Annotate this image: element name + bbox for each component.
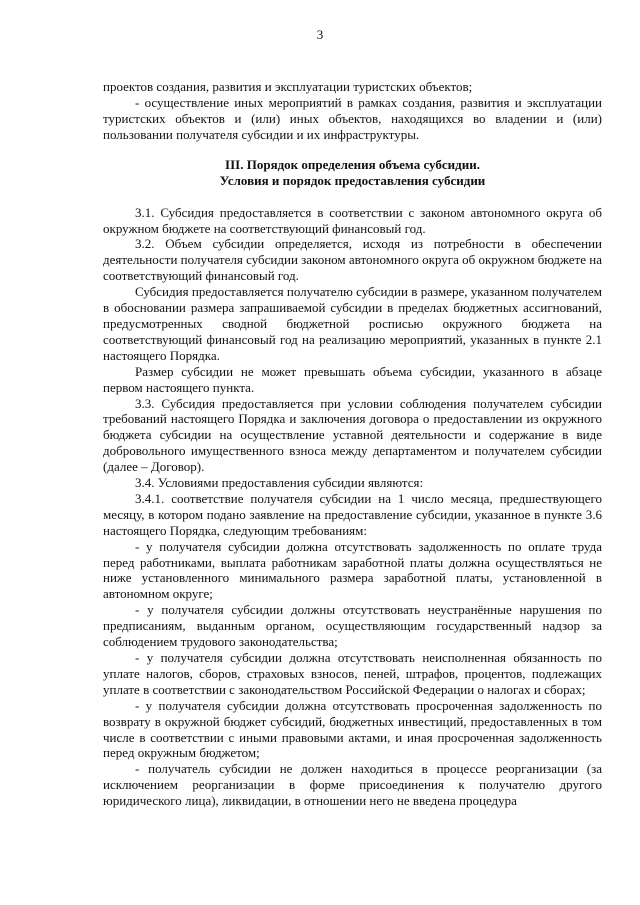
section-heading-line-2: Условия и порядок предоставления субсидии <box>219 172 486 188</box>
section-heading <box>103 157 602 189</box>
list-item: - у получателя субсидии должна отсутствовать неисполненная обязанность по уплате налогов, сборов, страховых взносов, пеней, штрафов, процентов, подлежащих уплате в соответствии с законодательством Российской Федерации о налогах и сборах; <box>103 650 602 697</box>
list-item: - у получателя субсидии должна отсутствовать задолженность по оплате труда перед работниками, выплата работникам заработной платы должна осуществляться не ниже установленного минимального размера заработной платы, установленной в автономном округе; <box>103 538 602 602</box>
paragraph: Субсидия предоставляется получателю субсидии в размере, указанном получателем в обосновании размера запрашиваемой субсидии в пределах бюджетных ассигнований, предусмотренных сводной бюджетной росписью окружного бюджета на соответствующий финансовый год на реализацию мероприятий, указанных в пункте 2.1 настоящего Порядка. <box>103 284 602 363</box>
paragraph: проектов создания, развития и эксплуатации туристских объектов; <box>103 79 473 94</box>
paragraph-3-4-1: 3.4.1. соответствие получателя субсидии на 1 число месяца, предшествующего месяцу, в котором подано заявление на предоставление субсидии, указанное в пункте 3.6 настоящего Порядка, следующим требованиям: <box>103 490 602 538</box>
paragraph-3-3: 3.3. Субсидия предоставляется при условии соблюдения получателем субсидии требований настоящего Порядка и заключения договора о предоставлении из окружного бюджета субсидии на осуществление уставной деятельности и содержание в виде добровольного имущественного взноса между департаментом и получателем субсидии (далее – Договор). <box>103 395 602 475</box>
document-body <box>103 79 602 809</box>
paragraph: - осуществление иных мероприятий в рамках создания, развития и эксплуатации туристских объектов и (или) иных объектов, находящихся во владении и (или) пользовании получателя субсидии и их инфраструктуры. <box>103 94 602 142</box>
list-item: - у получателя субсидии должна отсутствовать просроченная задолженность по возврату в окружной бюджет субсидий, бюджетных инвестиций, предоставленных в том числе в соответствии с иными правовыми актами, и иная просроченная задолженность перед окружным бюджетом; <box>103 697 602 761</box>
paragraph-3-2: 3.2. Объем субсидии определяется, исходя из потребности в обеспечении деятельности получателя субсидии законом автономного округа об окружном бюджете на соответствующий финансовый год. <box>103 236 602 284</box>
list-item: - получатель субсидии не должен находиться в процессе реорганизации (за исключением реорганизации в форме присоединения к получателю другого юридического лица), ликвидации, в отношении него не введена процедура <box>103 761 602 809</box>
page-number: 3 <box>316 27 324 42</box>
section-heading-line-1: III. Порядок определения объема субсидии. <box>225 156 480 172</box>
paragraph-3-1: 3.1. Субсидия предоставляется в соответствии с законом автономного округа об окружном бюджете на соответствующий финансовый год. <box>103 204 602 236</box>
paragraph: Размер субсидии не может превышать объема субсидии, указанного в абзаце первом настоящего пункта. <box>103 363 602 395</box>
paragraph-3-4: 3.4. Условиями предоставления субсидии являются: <box>135 475 424 491</box>
list-item: - у получателя субсидии должны отсутствовать неустранённые нарушения по предписаниям, выданным органом, осуществляющим государственный надзор за соблюдением трудового законодательства; <box>103 602 602 650</box>
